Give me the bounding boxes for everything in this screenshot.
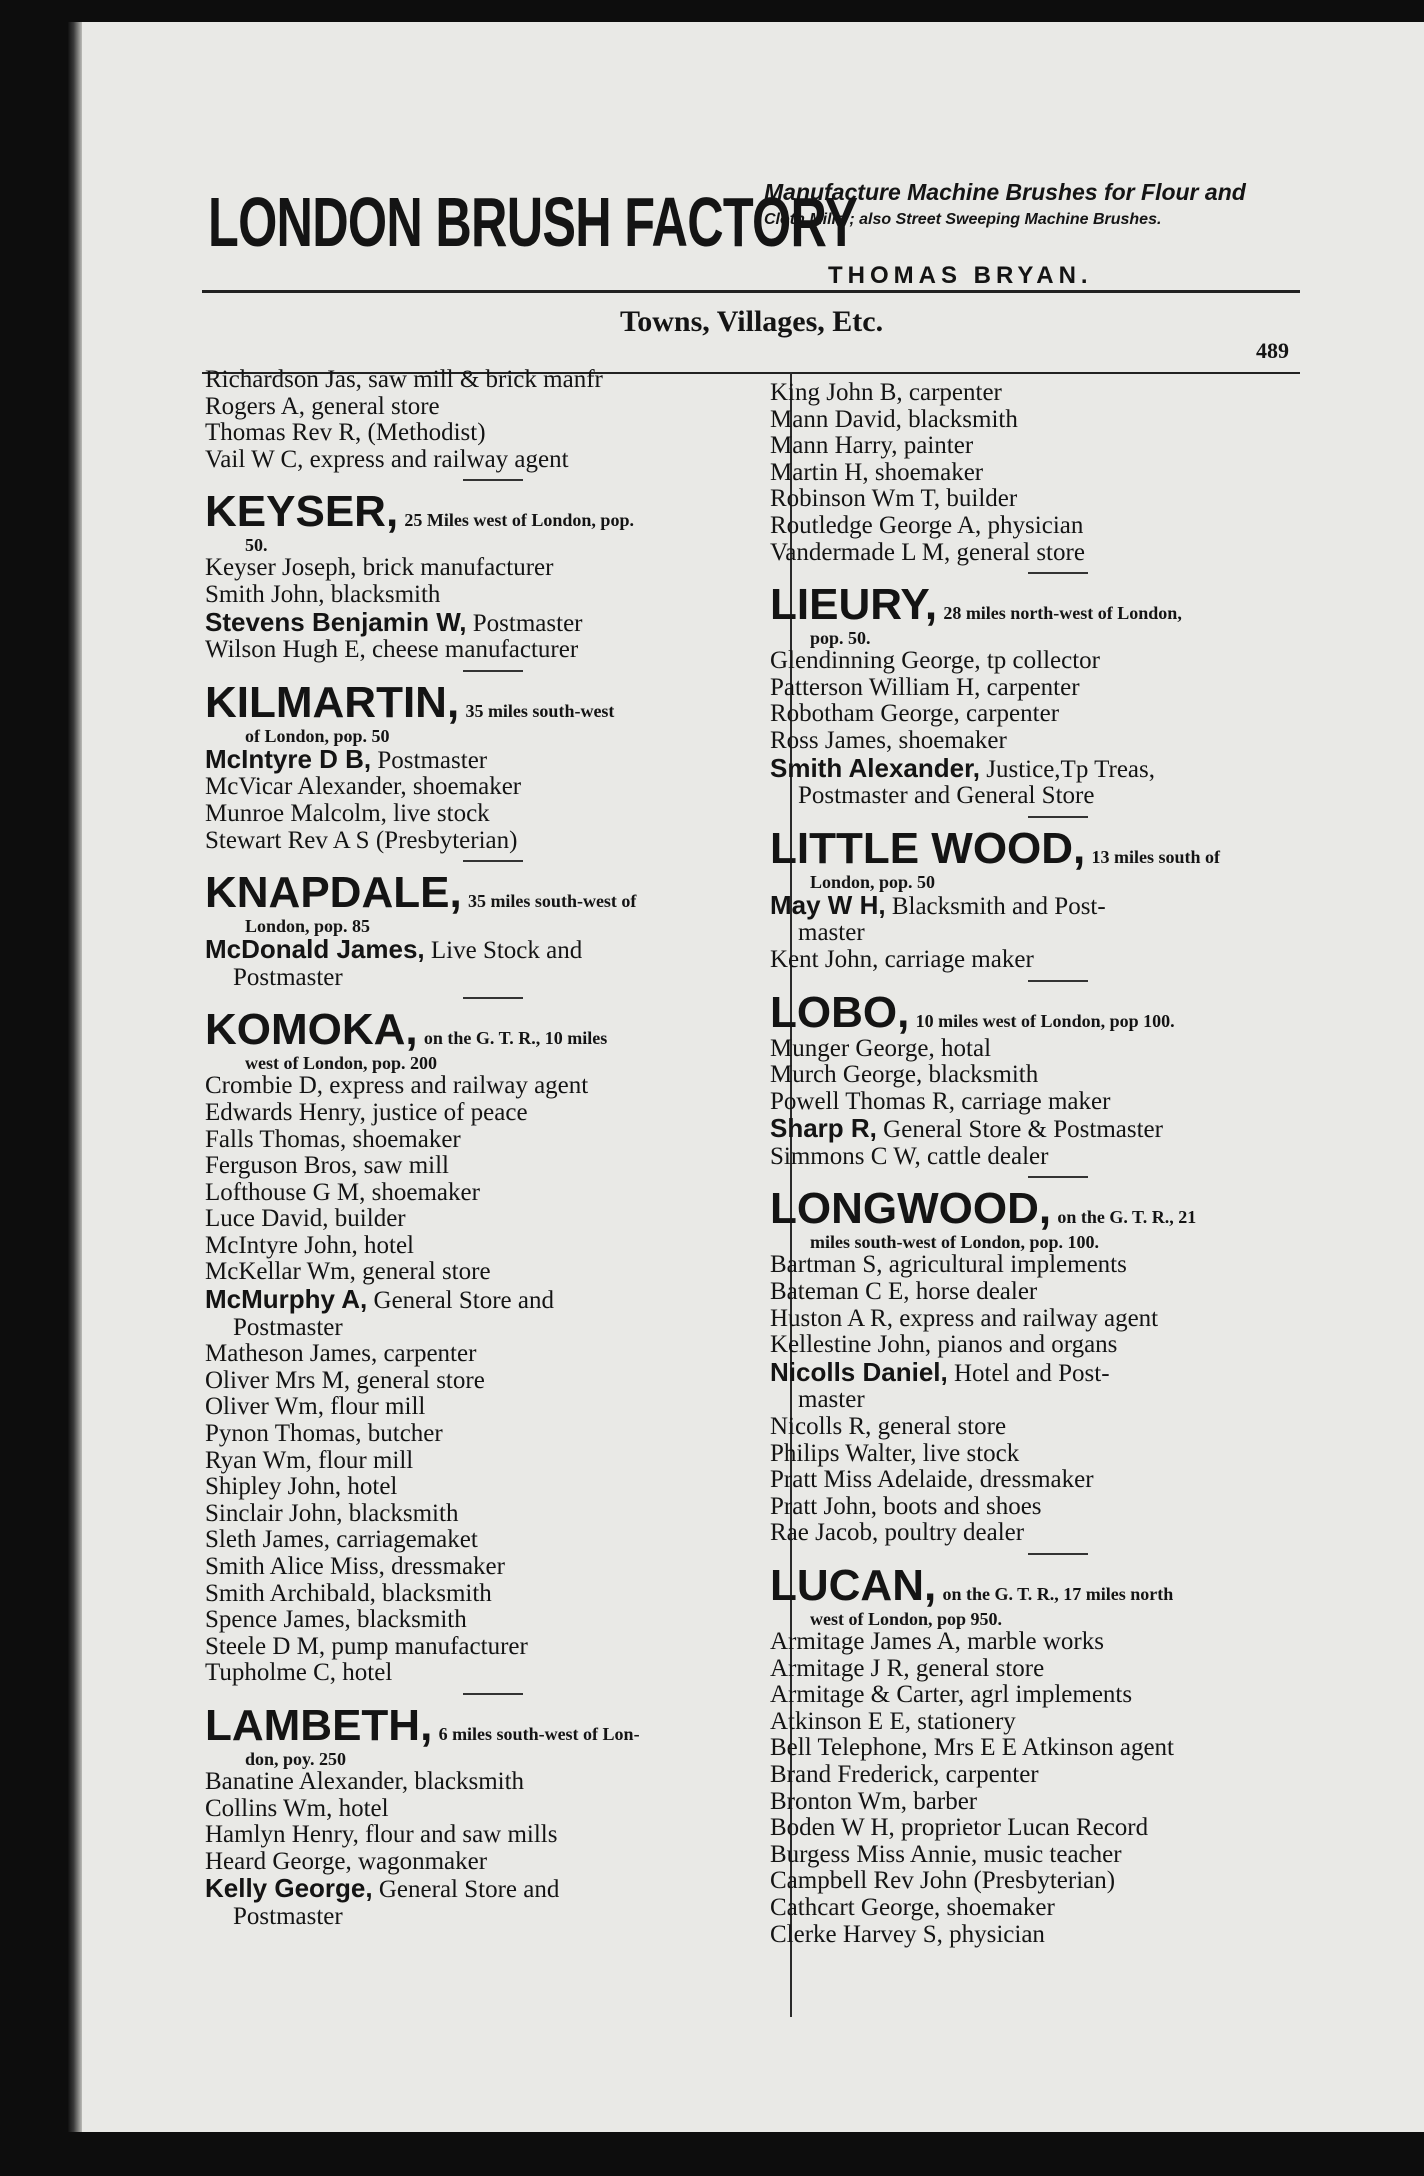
directory-entry-text: Rogers A, general store bbox=[205, 392, 440, 420]
directory-entry-text: Sleth James, carriagemaket bbox=[205, 1526, 478, 1554]
directory-entry bbox=[205, 447, 780, 474]
directory-entry-text: McVicar Alexander, shoemaker bbox=[205, 773, 522, 801]
town-heading bbox=[205, 1700, 780, 1769]
directory-entry bbox=[205, 1153, 780, 1180]
directory-entry-text: Shipley John, hotel bbox=[205, 1473, 398, 1501]
town-heading bbox=[770, 1186, 1345, 1252]
directory-entry-text: Munger George, hotal bbox=[770, 1034, 992, 1062]
town-heading-line bbox=[770, 987, 1345, 1037]
town-description-continued: west of London, pop 950. bbox=[810, 1609, 1003, 1629]
directory-entry-text: General Store & Postmaster bbox=[876, 1116, 1163, 1144]
section-separator bbox=[1028, 816, 1088, 818]
directory-entry-text: Crombie D, express and railway agent bbox=[205, 1072, 589, 1100]
directory-entry-text: Armitage James A, marble works bbox=[770, 1628, 1104, 1655]
directory-entry bbox=[205, 801, 780, 828]
directory-entry bbox=[770, 752, 1345, 784]
section-separator bbox=[1028, 572, 1088, 574]
directory-entry-text: Ross James, shoemaker bbox=[770, 726, 1007, 754]
directory-entry bbox=[770, 648, 1345, 675]
directory-entry-text: Postmaster and General Store bbox=[798, 782, 1095, 810]
directory-entry-text: Tupholme C, hotel bbox=[205, 1659, 393, 1687]
right-column bbox=[770, 380, 1345, 1948]
town-heading-line bbox=[770, 1186, 1345, 1232]
directory-entry-text: master bbox=[798, 919, 865, 947]
directory-entry-text: Postmaster bbox=[371, 746, 488, 774]
directory-entry-text: Nicolls R, general store bbox=[770, 1413, 1007, 1441]
directory-entry bbox=[770, 1306, 1345, 1333]
directory-entry bbox=[205, 1554, 780, 1581]
directory-entry bbox=[770, 1144, 1345, 1171]
directory-entry-text: Keyser Joseph, brick manufacturer bbox=[205, 554, 554, 582]
directory-entry bbox=[770, 1467, 1345, 1494]
directory-entry-name: Sharp R, bbox=[770, 1113, 877, 1144]
directory-entry bbox=[205, 1660, 780, 1687]
directory-entry-text: Burgess Miss Annie, music teacher bbox=[770, 1840, 1122, 1868]
directory-entry-text: McIntyre John, hotel bbox=[205, 1231, 414, 1259]
town-name: LIEURY, bbox=[770, 580, 938, 630]
directory-entry bbox=[770, 1842, 1345, 1869]
town-description: on the G. T. R., 17 miles north bbox=[942, 1584, 1174, 1604]
directory-entry-text: Powell Thomas R, carriage maker bbox=[770, 1087, 1111, 1115]
directory-entry bbox=[205, 1073, 780, 1100]
directory-entry-text: Routledge George A, physician bbox=[770, 511, 1084, 539]
town-name: KNAPDALE, bbox=[205, 868, 462, 918]
town-description-continued: London, pop. 85 bbox=[245, 916, 371, 937]
directory-entry bbox=[205, 1581, 780, 1608]
directory-entry-text: Oliver Wm, flour mill bbox=[205, 1393, 426, 1421]
directory-entry bbox=[770, 1115, 1345, 1144]
directory-entry-text: Cathcart George, shoemaker bbox=[770, 1893, 1055, 1921]
town-name: LONGWOOD, bbox=[770, 1184, 1052, 1234]
directory-entry-text: Live Stock and bbox=[424, 937, 583, 965]
directory-entry-text: Atkinson E E, stationery bbox=[770, 1707, 1016, 1735]
directory-entry bbox=[205, 1769, 780, 1796]
town-heading bbox=[770, 1563, 1345, 1629]
page-number: 489 bbox=[1256, 338, 1289, 363]
directory-entry-text: Glendinning George, tp collector bbox=[770, 647, 1101, 675]
directory-entry bbox=[770, 407, 1345, 434]
directory-entry-text: Bateman C E, horse dealer bbox=[770, 1278, 1038, 1306]
town-heading-line bbox=[770, 823, 1345, 873]
directory-entry-name: McDonald James, bbox=[205, 934, 425, 965]
directory-entry-text: Sinclair John, blacksmith bbox=[205, 1499, 459, 1527]
directory-entry-text: Postmaster bbox=[233, 1902, 343, 1930]
directory-entry-text: General Store and bbox=[367, 1287, 554, 1315]
directory-entry bbox=[205, 1904, 780, 1931]
directory-entry bbox=[770, 460, 1345, 487]
town-heading bbox=[770, 987, 1345, 1037]
directory-entry-text: Brand Frederick, carpenter bbox=[770, 1760, 1039, 1788]
town-heading-line bbox=[770, 582, 1345, 628]
directory-entry bbox=[205, 637, 780, 664]
town-description: 28 miles north-west of London, bbox=[943, 603, 1182, 624]
directory-entry-text: Philips Walter, live stock bbox=[770, 1439, 1020, 1467]
town-heading-line bbox=[770, 1563, 1345, 1609]
directory-entry bbox=[770, 947, 1345, 974]
town-name: KOMOKA, bbox=[205, 1005, 418, 1055]
town-heading bbox=[770, 823, 1345, 892]
directory-entry bbox=[770, 486, 1345, 513]
directory-entry bbox=[770, 1815, 1345, 1842]
directory-entry-text: Justice,Tp Treas, bbox=[980, 755, 1155, 783]
directory-entry bbox=[205, 1259, 780, 1286]
directory-entry bbox=[770, 889, 1345, 921]
directory-entry bbox=[205, 1421, 780, 1448]
advertisement-description-line2: Cloth Mills ; also Street Sweeping Machine Brushes. bbox=[764, 211, 1162, 228]
directory-entry bbox=[770, 1762, 1345, 1789]
section-separator bbox=[463, 479, 523, 481]
town-description: 10 miles west of London, pop 100. bbox=[915, 1010, 1175, 1031]
directory-entry bbox=[205, 965, 780, 992]
directory-entry-text: Richardson Jas, saw mill & brick manfr bbox=[205, 366, 603, 393]
directory-entry bbox=[205, 555, 780, 582]
directory-entry-text: Armitage J R, general store bbox=[770, 1654, 1045, 1682]
directory-entry bbox=[205, 1127, 780, 1154]
directory-entry bbox=[770, 1441, 1345, 1468]
directory-entry bbox=[205, 1607, 780, 1634]
directory-entry-text: Pynon Thomas, butcher bbox=[205, 1420, 443, 1448]
directory-entry-text: Smith John, blacksmith bbox=[205, 580, 441, 608]
directory-entry-text: Postmaster bbox=[233, 1313, 343, 1341]
directory-entry-name: May W H, bbox=[770, 889, 886, 920]
directory-entry-text: Pratt Miss Adelaide, dressmaker bbox=[770, 1466, 1094, 1494]
directory-entry-name: Nicolls Daniel, bbox=[770, 1356, 948, 1387]
directory-entry-text: Falls Thomas, shoemaker bbox=[205, 1125, 461, 1153]
town-name: KILMARTIN, bbox=[205, 677, 460, 727]
town-heading bbox=[770, 582, 1345, 648]
directory-entry bbox=[770, 1062, 1345, 1089]
directory-entry-text: Huston A R, express and railway agent bbox=[770, 1304, 1159, 1332]
section-separator bbox=[463, 1693, 523, 1695]
directory-entry bbox=[770, 783, 1345, 810]
directory-entry bbox=[205, 1875, 780, 1904]
town-description-continued: London, pop. 50 bbox=[810, 871, 936, 892]
directory-entry bbox=[205, 606, 780, 638]
directory-entry-text: Smith Archibald, blacksmith bbox=[205, 1579, 492, 1607]
directory-entry-text: Lofthouse G M, shoemaker bbox=[205, 1178, 480, 1206]
directory-entry bbox=[770, 1387, 1345, 1414]
town-heading-line bbox=[205, 489, 780, 535]
directory-entry bbox=[770, 1656, 1345, 1683]
town-heading bbox=[205, 677, 780, 746]
advertisement-owner: THOMAS BRYAN. bbox=[828, 262, 1093, 289]
directory-entry bbox=[770, 540, 1345, 567]
directory-entry-text: Spence James, blacksmith bbox=[205, 1606, 467, 1634]
town-heading bbox=[205, 870, 780, 936]
directory-entry-text: Postmaster bbox=[466, 609, 583, 637]
town-name: KEYSER, bbox=[205, 487, 399, 537]
directory-entry bbox=[205, 743, 780, 775]
directory-entry-text: Boden W H, proprietor Lucan Record bbox=[770, 1814, 1149, 1842]
directory-entry bbox=[205, 1233, 780, 1260]
town-description-continued: 50. bbox=[245, 535, 268, 556]
directory-entry bbox=[770, 1089, 1345, 1116]
section-separator bbox=[1028, 1553, 1088, 1555]
directory-entry bbox=[205, 394, 780, 421]
directory-entry-text: Blacksmith and Post- bbox=[885, 892, 1106, 920]
directory-entry bbox=[770, 1922, 1345, 1949]
directory-entry-text: master bbox=[798, 1386, 865, 1414]
directory-entry-text: Bartman S, agricultural implements bbox=[770, 1251, 1127, 1279]
directory-entry-text: Heard George, wagonmaker bbox=[205, 1847, 488, 1875]
directory-entry bbox=[205, 1501, 780, 1528]
advertisement-name: LONDON BRUSH FACTORY bbox=[208, 183, 858, 261]
advertisement-description bbox=[764, 178, 1324, 234]
town-heading-line bbox=[205, 677, 780, 727]
directory-entry bbox=[205, 1368, 780, 1395]
town-description: 35 miles south-west of bbox=[467, 891, 637, 912]
directory-entry bbox=[205, 936, 780, 965]
directory-entry bbox=[205, 1180, 780, 1207]
directory-entry bbox=[205, 1206, 780, 1233]
directory-entry bbox=[205, 1474, 780, 1501]
town-heading bbox=[205, 489, 780, 555]
directory-entry-text: Simmons C W, cattle dealer bbox=[770, 1142, 1049, 1170]
advertisement-rule bbox=[202, 290, 1300, 293]
directory-entry bbox=[205, 1100, 780, 1127]
directory-entry bbox=[770, 675, 1345, 702]
directory-entry-text: Stewart Rev A S (Presbyterian) bbox=[205, 826, 518, 854]
directory-entry-text: Munroe Malcolm, live stock bbox=[205, 799, 490, 827]
directory-entry bbox=[205, 1394, 780, 1421]
town-name: LOBO, bbox=[770, 987, 910, 1037]
directory-entry bbox=[770, 1494, 1345, 1521]
directory-entry bbox=[205, 1822, 780, 1849]
directory-entry bbox=[770, 1895, 1345, 1922]
town-description-continued: pop. 50. bbox=[810, 628, 871, 649]
directory-entry-text: Murch George, blacksmith bbox=[770, 1061, 1039, 1089]
directory-entry bbox=[770, 1735, 1345, 1762]
directory-entry-text: Hotel and Post- bbox=[947, 1359, 1110, 1387]
directory-entry-text: Banatine Alexander, blacksmith bbox=[205, 1767, 525, 1795]
directory-entry bbox=[770, 1709, 1345, 1736]
directory-entry-text: Vandermade L M, general store bbox=[770, 538, 1085, 566]
directory-entry-text: Kellestine John, pianos and organs bbox=[770, 1331, 1118, 1359]
directory-entry bbox=[205, 367, 780, 394]
town-description: 6 miles south-west of Lon- bbox=[438, 1723, 640, 1744]
town-description-continued: west of London, pop. 200 bbox=[245, 1053, 438, 1074]
directory-entry bbox=[770, 1520, 1345, 1547]
section-separator bbox=[1028, 1176, 1088, 1178]
running-title: Towns, Villages, Etc. bbox=[620, 305, 884, 338]
page-gutter-shadow bbox=[68, 22, 82, 2132]
section-separator bbox=[463, 670, 523, 672]
section-separator bbox=[1028, 980, 1088, 982]
directory-entry-text: Thomas Rev R, (Methodist) bbox=[205, 419, 486, 447]
directory-entry-text: McKellar Wm, general store bbox=[205, 1258, 491, 1286]
directory-entry bbox=[770, 1279, 1345, 1306]
directory-entry-name: McMurphy A, bbox=[205, 1284, 368, 1315]
directory-entry bbox=[205, 774, 780, 801]
directory-entry-name: McIntyre D B, bbox=[205, 743, 372, 774]
town-description: on the G. T. R., 21 bbox=[1057, 1207, 1197, 1228]
directory-entry bbox=[205, 1527, 780, 1554]
town-description-continued: of London, pop. 50 bbox=[245, 725, 390, 746]
directory-entry-name: Kelly George, bbox=[205, 1873, 373, 1904]
town-name: LITTLE WOOD, bbox=[770, 823, 1086, 873]
town-heading-line bbox=[205, 870, 780, 916]
directory-entry-text: Pratt John, boots and shoes bbox=[770, 1492, 1042, 1520]
town-description-continued: miles south-west of London, pop. 100. bbox=[810, 1232, 1100, 1253]
directory-entry bbox=[770, 1629, 1345, 1656]
directory-entry-name: Stevens Benjamin W, bbox=[205, 606, 467, 637]
directory-entry bbox=[770, 1332, 1345, 1359]
directory-entry bbox=[770, 1414, 1345, 1441]
directory-entry bbox=[205, 1286, 780, 1315]
directory-entry bbox=[770, 920, 1345, 947]
directory-entry bbox=[205, 1634, 780, 1661]
directory-entry-text: Wilson Hugh E, cheese manufacturer bbox=[205, 636, 579, 664]
town-description: 25 Miles west of London, pop. bbox=[404, 510, 634, 531]
directory-entry-text: Bronton Wm, barber bbox=[770, 1787, 978, 1815]
directory-entry-text: Matheson James, carpenter bbox=[205, 1340, 477, 1368]
directory-entry bbox=[770, 1356, 1345, 1388]
directory-entry bbox=[770, 1036, 1345, 1063]
directory-entry bbox=[770, 1682, 1345, 1709]
directory-entry-text: King John B, carpenter bbox=[770, 379, 1002, 406]
town-description: on the G. T. R., 10 miles bbox=[423, 1028, 608, 1049]
directory-entry-text: Martin H, shoemaker bbox=[770, 458, 984, 486]
town-name: LAMBETH, bbox=[205, 1700, 433, 1750]
directory-entry bbox=[770, 1868, 1345, 1895]
directory-entry-text: General Store and bbox=[372, 1876, 560, 1904]
directory-entry-name: Smith Alexander, bbox=[770, 752, 980, 783]
directory-entry-text: Rae Jacob, poultry dealer bbox=[770, 1519, 1025, 1547]
directory-entry-text: Postmaster bbox=[233, 963, 343, 991]
directory-entry-text: Armitage & Carter, agrl implements bbox=[770, 1681, 1133, 1709]
directory-entry-text: Robinson Wm T, builder bbox=[770, 485, 1018, 513]
directory-entry bbox=[205, 420, 780, 447]
directory-entry-text: Bell Telephone, Mrs E E Atkinson agent bbox=[770, 1734, 1174, 1762]
town-description: 35 miles south-west bbox=[465, 700, 615, 721]
directory-entry bbox=[770, 701, 1345, 728]
section-separator bbox=[463, 997, 523, 999]
directory-entry-text: Clerke Harvey S, physician bbox=[770, 1920, 1045, 1948]
directory-entry bbox=[770, 728, 1345, 755]
directory-entry bbox=[205, 1341, 780, 1368]
town-name: LUCAN, bbox=[770, 1561, 937, 1610]
directory-entry-text: Kent John, carriage maker bbox=[770, 945, 1034, 973]
directory-entry-text: Vail W C, express and railway agent bbox=[205, 445, 569, 473]
directory-entry-text: Luce David, builder bbox=[205, 1205, 406, 1233]
directory-entry-text: Steele D M, pump manufacturer bbox=[205, 1632, 528, 1660]
directory-entry-text: Hamlyn Henry, flour and saw mills bbox=[205, 1821, 558, 1849]
advertisement-banner bbox=[208, 170, 1318, 295]
town-heading bbox=[205, 1007, 780, 1073]
directory-entry bbox=[770, 380, 1345, 407]
directory-entry-text: Edwards Henry, justice of peace bbox=[205, 1098, 528, 1126]
town-description-continued: don, poy. 250 bbox=[245, 1748, 347, 1769]
directory-entry bbox=[205, 1448, 780, 1475]
town-heading-line bbox=[205, 1007, 780, 1053]
directory-entry-text: Smith Alice Miss, dressmaker bbox=[205, 1553, 505, 1580]
directory-entry bbox=[205, 828, 780, 855]
directory-entry-text: Mann Harry, painter bbox=[770, 432, 974, 460]
directory-entry bbox=[205, 582, 780, 609]
directory-entry bbox=[205, 1849, 780, 1876]
town-description: 13 miles south of bbox=[1091, 846, 1221, 867]
town-heading-line bbox=[205, 1700, 780, 1750]
directory-entry bbox=[770, 513, 1345, 540]
directory-entry bbox=[205, 1796, 780, 1823]
left-column bbox=[205, 367, 780, 1931]
directory-entry-text: Ryan Wm, flour mill bbox=[205, 1446, 414, 1474]
directory-entry bbox=[205, 1315, 780, 1342]
section-separator bbox=[463, 860, 523, 862]
advertisement-description-line1: Manufacture Machine Brushes for Flour and bbox=[764, 179, 1246, 205]
directory-entry-text: Collins Wm, hotel bbox=[205, 1794, 389, 1822]
directory-entry-text: Oliver Mrs M, general store bbox=[205, 1366, 485, 1394]
directory-entry-text: Mann David, blacksmith bbox=[770, 405, 1018, 433]
directory-entry bbox=[770, 433, 1345, 460]
directory-entry bbox=[770, 1252, 1345, 1279]
directory-entry-text: Campbell Rev John (Presbyterian) bbox=[770, 1867, 1116, 1895]
directory-entry-text: Robotham George, carpenter bbox=[770, 700, 1060, 728]
directory-entry-text: Patterson William H, carpenter bbox=[770, 673, 1080, 701]
directory-entry-text: Ferguson Bros, saw mill bbox=[205, 1152, 449, 1180]
directory-entry bbox=[770, 1789, 1345, 1816]
